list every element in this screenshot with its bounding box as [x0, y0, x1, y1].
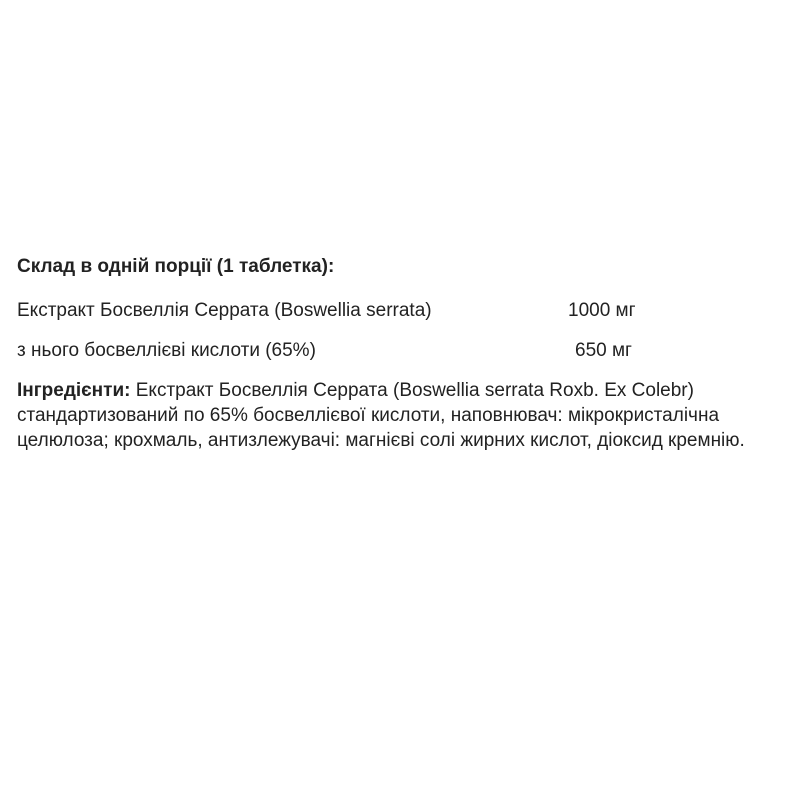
composition-row-amount: 650 мг	[575, 340, 632, 361]
ingredients-text: Екстракт Босвеллія Серрата (Boswellia serrata Roxb. Ex Colebr) стандартизований по 65% босвеллієвої кислоти, наповнювач: мікрокристалічна целюлоза; крохмаль, антизлежувачі: магнієві солі жирних кислот, діоксид кремнію.	[17, 380, 745, 451]
ingredients-paragraph	[17, 378, 787, 453]
composition-row-name: з нього босвеллієві кислоти (65%)	[17, 340, 316, 361]
composition-row-name: Екстракт Босвеллія Серрата (Boswellia serrata)	[17, 300, 432, 321]
composition-heading: Склад в одній порції (1 таблетка):	[17, 256, 335, 277]
ingredients-label: Інгредієнти:	[17, 380, 131, 401]
composition-row	[17, 339, 787, 363]
composition-row-amount: 1000 мг	[568, 300, 636, 321]
supplement-facts-panel	[17, 255, 787, 472]
composition-row	[17, 299, 787, 323]
